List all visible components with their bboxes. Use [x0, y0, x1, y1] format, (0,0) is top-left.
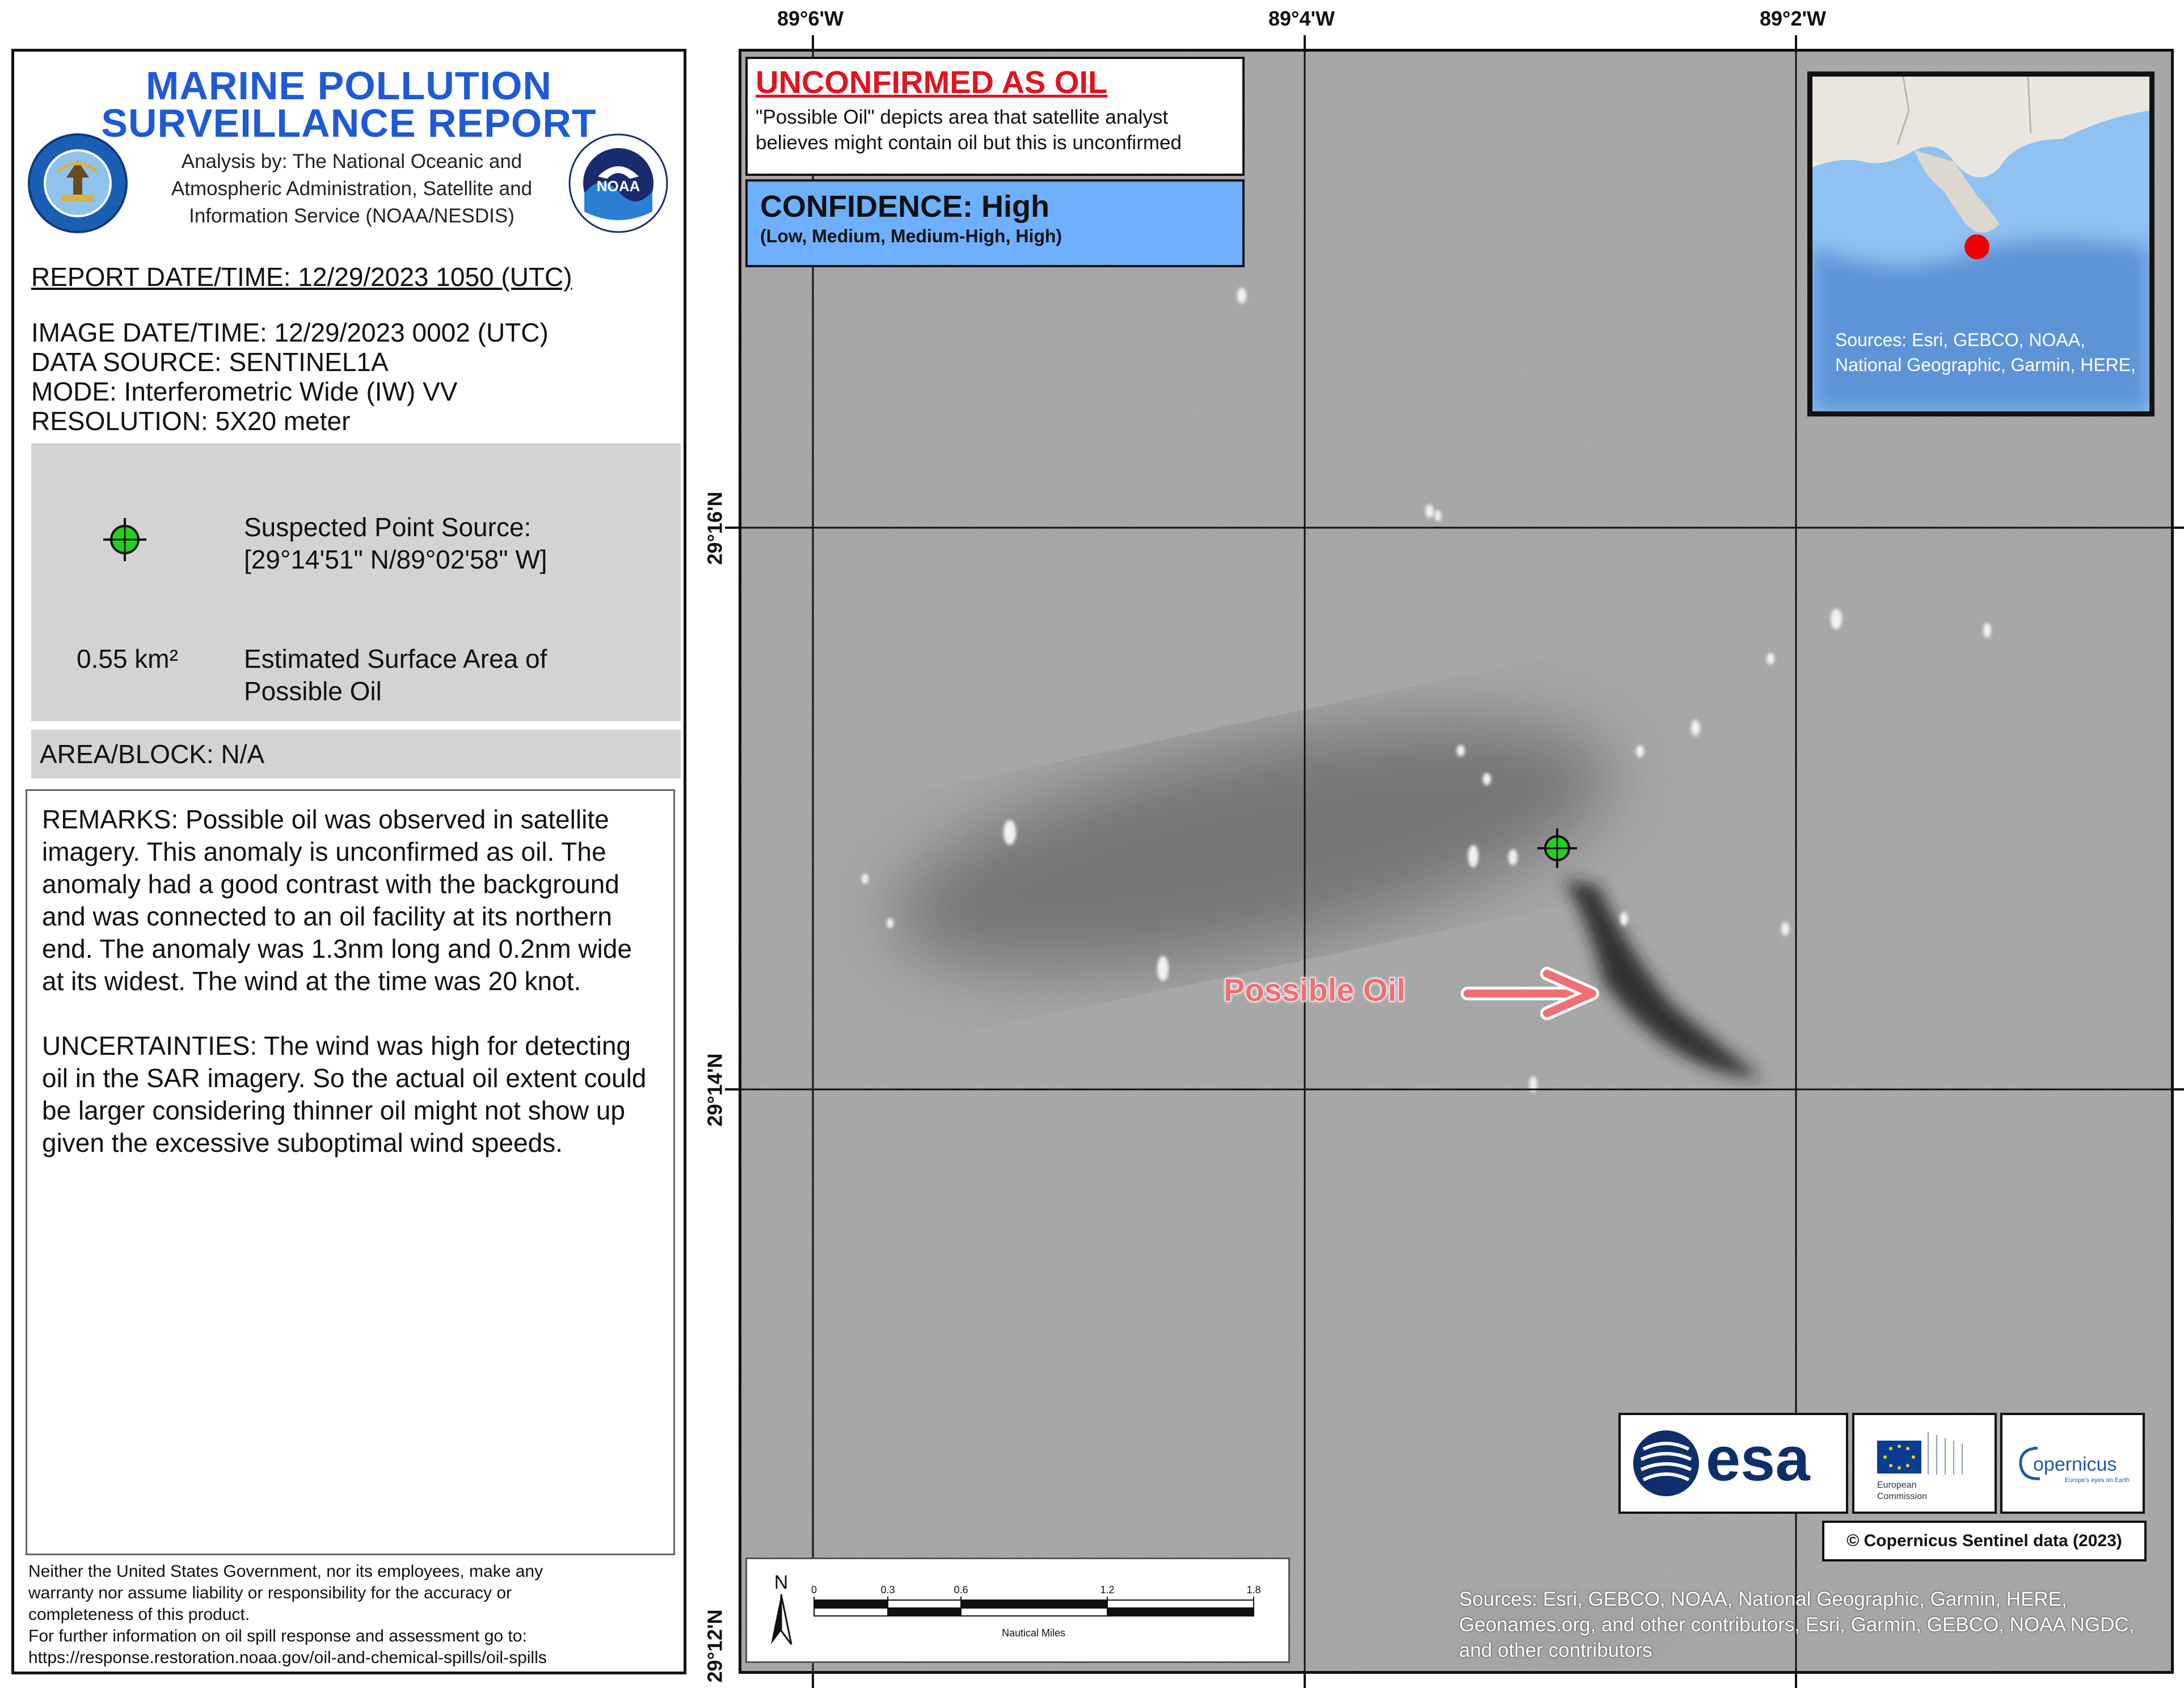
report-title-line1: MARINE POLLUTION: [146, 64, 552, 108]
svg-text:opernicus: opernicus: [2033, 1454, 2117, 1475]
scale-tick-3: 1.2: [1100, 1584, 1115, 1596]
eu-flag-icon: [1854, 1415, 1995, 1512]
copernicus-logo: [2000, 1413, 2145, 1514]
mode: MODE: Interferometric Wide (IW) VV: [31, 377, 458, 406]
lat-label-3: 29°12'N: [703, 1609, 727, 1683]
scale-tick-1: 0.3: [880, 1584, 895, 1596]
point-source-label: Suspected Point Source: [29°14'51" N/89°02'58" W]: [244, 512, 547, 574]
uncertainties-text: UNCERTAINTIES: The wind was high for detecting oil in the SAR imagery. So the actual oil extent could be larger considering thinner oil might not show up given the excessive suboptimal wind speeds.: [42, 1031, 647, 1157]
source-marker-icon[interactable]: [1537, 828, 1577, 868]
report-title-line2: SURVEILLANCE REPORT: [101, 101, 597, 145]
map-credits: Sources: Esri, GEBCO, NOAA, National Geographic, Garmin, HERE, Geonames.org, and other contributors, Esri, Garmin, GEBCO, NOAA NGDC, and other contributors: [1459, 1588, 2135, 1661]
unconfirmed-box: [745, 57, 1245, 176]
area-label: Estimated Surface Area of Possible Oil: [244, 644, 547, 706]
svg-text:Europe's eyes on Earth: Europe's eyes on Earth: [2065, 1477, 2130, 1484]
scale-bar: [745, 1557, 1290, 1663]
scale-tick-4: 1.8: [1246, 1584, 1261, 1596]
scale-bar-graphic: [747, 1559, 1288, 1661]
north-label: N: [774, 1572, 789, 1593]
remarks-text: REMARKS: Possible oil was observed in satellite imagery. This anomaly is unconfirmed as oil. The anomaly had a good contrast with the background and was connected to an oil facility at its northern end. The anomaly was 1.3nm long and 0.2nm wide at its widest. The wind at the time was 20 knot.: [42, 805, 632, 996]
lat-label-2: 29°14'N: [703, 1053, 727, 1127]
area-block-box: [31, 730, 681, 778]
report-datetime: REPORT DATE/TIME: 12/29/2023 1050 (UTC): [31, 262, 572, 292]
inset-location-dot: [1964, 234, 1989, 259]
scale-units: Nautical Miles: [1001, 1627, 1066, 1639]
unconfirmed-title: UNCONFIRMED AS OIL: [756, 64, 1108, 100]
sentinel-credit: © Copernicus Sentinel data (2023): [1822, 1521, 2147, 1561]
lat-label-1: 29°16'N: [703, 491, 727, 565]
more-info-link[interactable]: https://response.restoration.noaa.gov/oil-and-chemical-spills/oil-spills: [28, 1648, 547, 1667]
esa-logo: [1618, 1413, 1848, 1514]
possible-oil-label: Possible Oil: [1224, 972, 1406, 1008]
inset-credits: Sources: Esri, GEBCO, NOAA, National Geographic, Garmin, HERE,: [1835, 330, 2136, 375]
svg-text:European: European: [1877, 1480, 1917, 1490]
area-block: AREA/BLOCK: N/A: [40, 739, 265, 769]
image-datetime: IMAGE DATE/TIME: 12/29/2023 0002 (UTC): [31, 318, 549, 347]
svg-text:Commission: Commission: [1877, 1492, 1928, 1501]
data-source: DATA SOURCE: SENTINEL1A: [31, 347, 389, 377]
confidence-title: CONFIDENCE: High: [760, 190, 1049, 224]
legend-box: [31, 443, 681, 721]
european-commission-logo: [1852, 1413, 1997, 1514]
svg-text:NOAA: NOAA: [596, 178, 640, 195]
lon-label-1: 89°6'W: [777, 7, 844, 30]
confidence-levels: (Low, Medium, Medium-High, High): [760, 226, 1063, 246]
lon-label-3: 89°2'W: [1760, 7, 1826, 30]
esa-logo-graphic: [1621, 1415, 1846, 1512]
confidence-box: [745, 179, 1245, 267]
doc-seal-icon: [27, 132, 129, 234]
lon-label-2: 89°4'W: [1268, 7, 1335, 30]
area-value: 0.55 km²: [77, 644, 178, 673]
copernicus-logo-graphic: [2002, 1415, 2143, 1512]
scale-tick-0: 0: [811, 1584, 817, 1596]
point-source-marker-icon: [102, 517, 147, 562]
unconfirmed-desc: "Possible Oil" depicts area that satellite analyst believes might contain oil but this is unconfirmed: [756, 106, 1182, 154]
scale-tick-2: 0.6: [954, 1584, 968, 1596]
north-arrow-icon: [771, 1594, 781, 1644]
resolution: RESOLUTION: 5X20 meter: [31, 406, 351, 436]
svg-text:esa: esa: [1706, 1424, 1810, 1494]
disclaimer: Neither the United States Government, nor its employees, make any warranty nor assume liability or responsibility for the accuracy or completeness of this product. For further information on oil spill response and assessment go to: https://response.restoration.noaa.gov/oil-and-chemical-spills/oil-spills: [28, 1561, 681, 1669]
noaa-seal-icon: [567, 132, 669, 234]
report-panel: [11, 49, 686, 1674]
remarks-box: [26, 789, 675, 1555]
inset-map[interactable]: [1807, 71, 2155, 416]
analysis-by-text: Analysis by: The National Oceanic and Atmospheric Administration, Satellite and Information Service (NOAA/NESDIS): [171, 150, 533, 227]
